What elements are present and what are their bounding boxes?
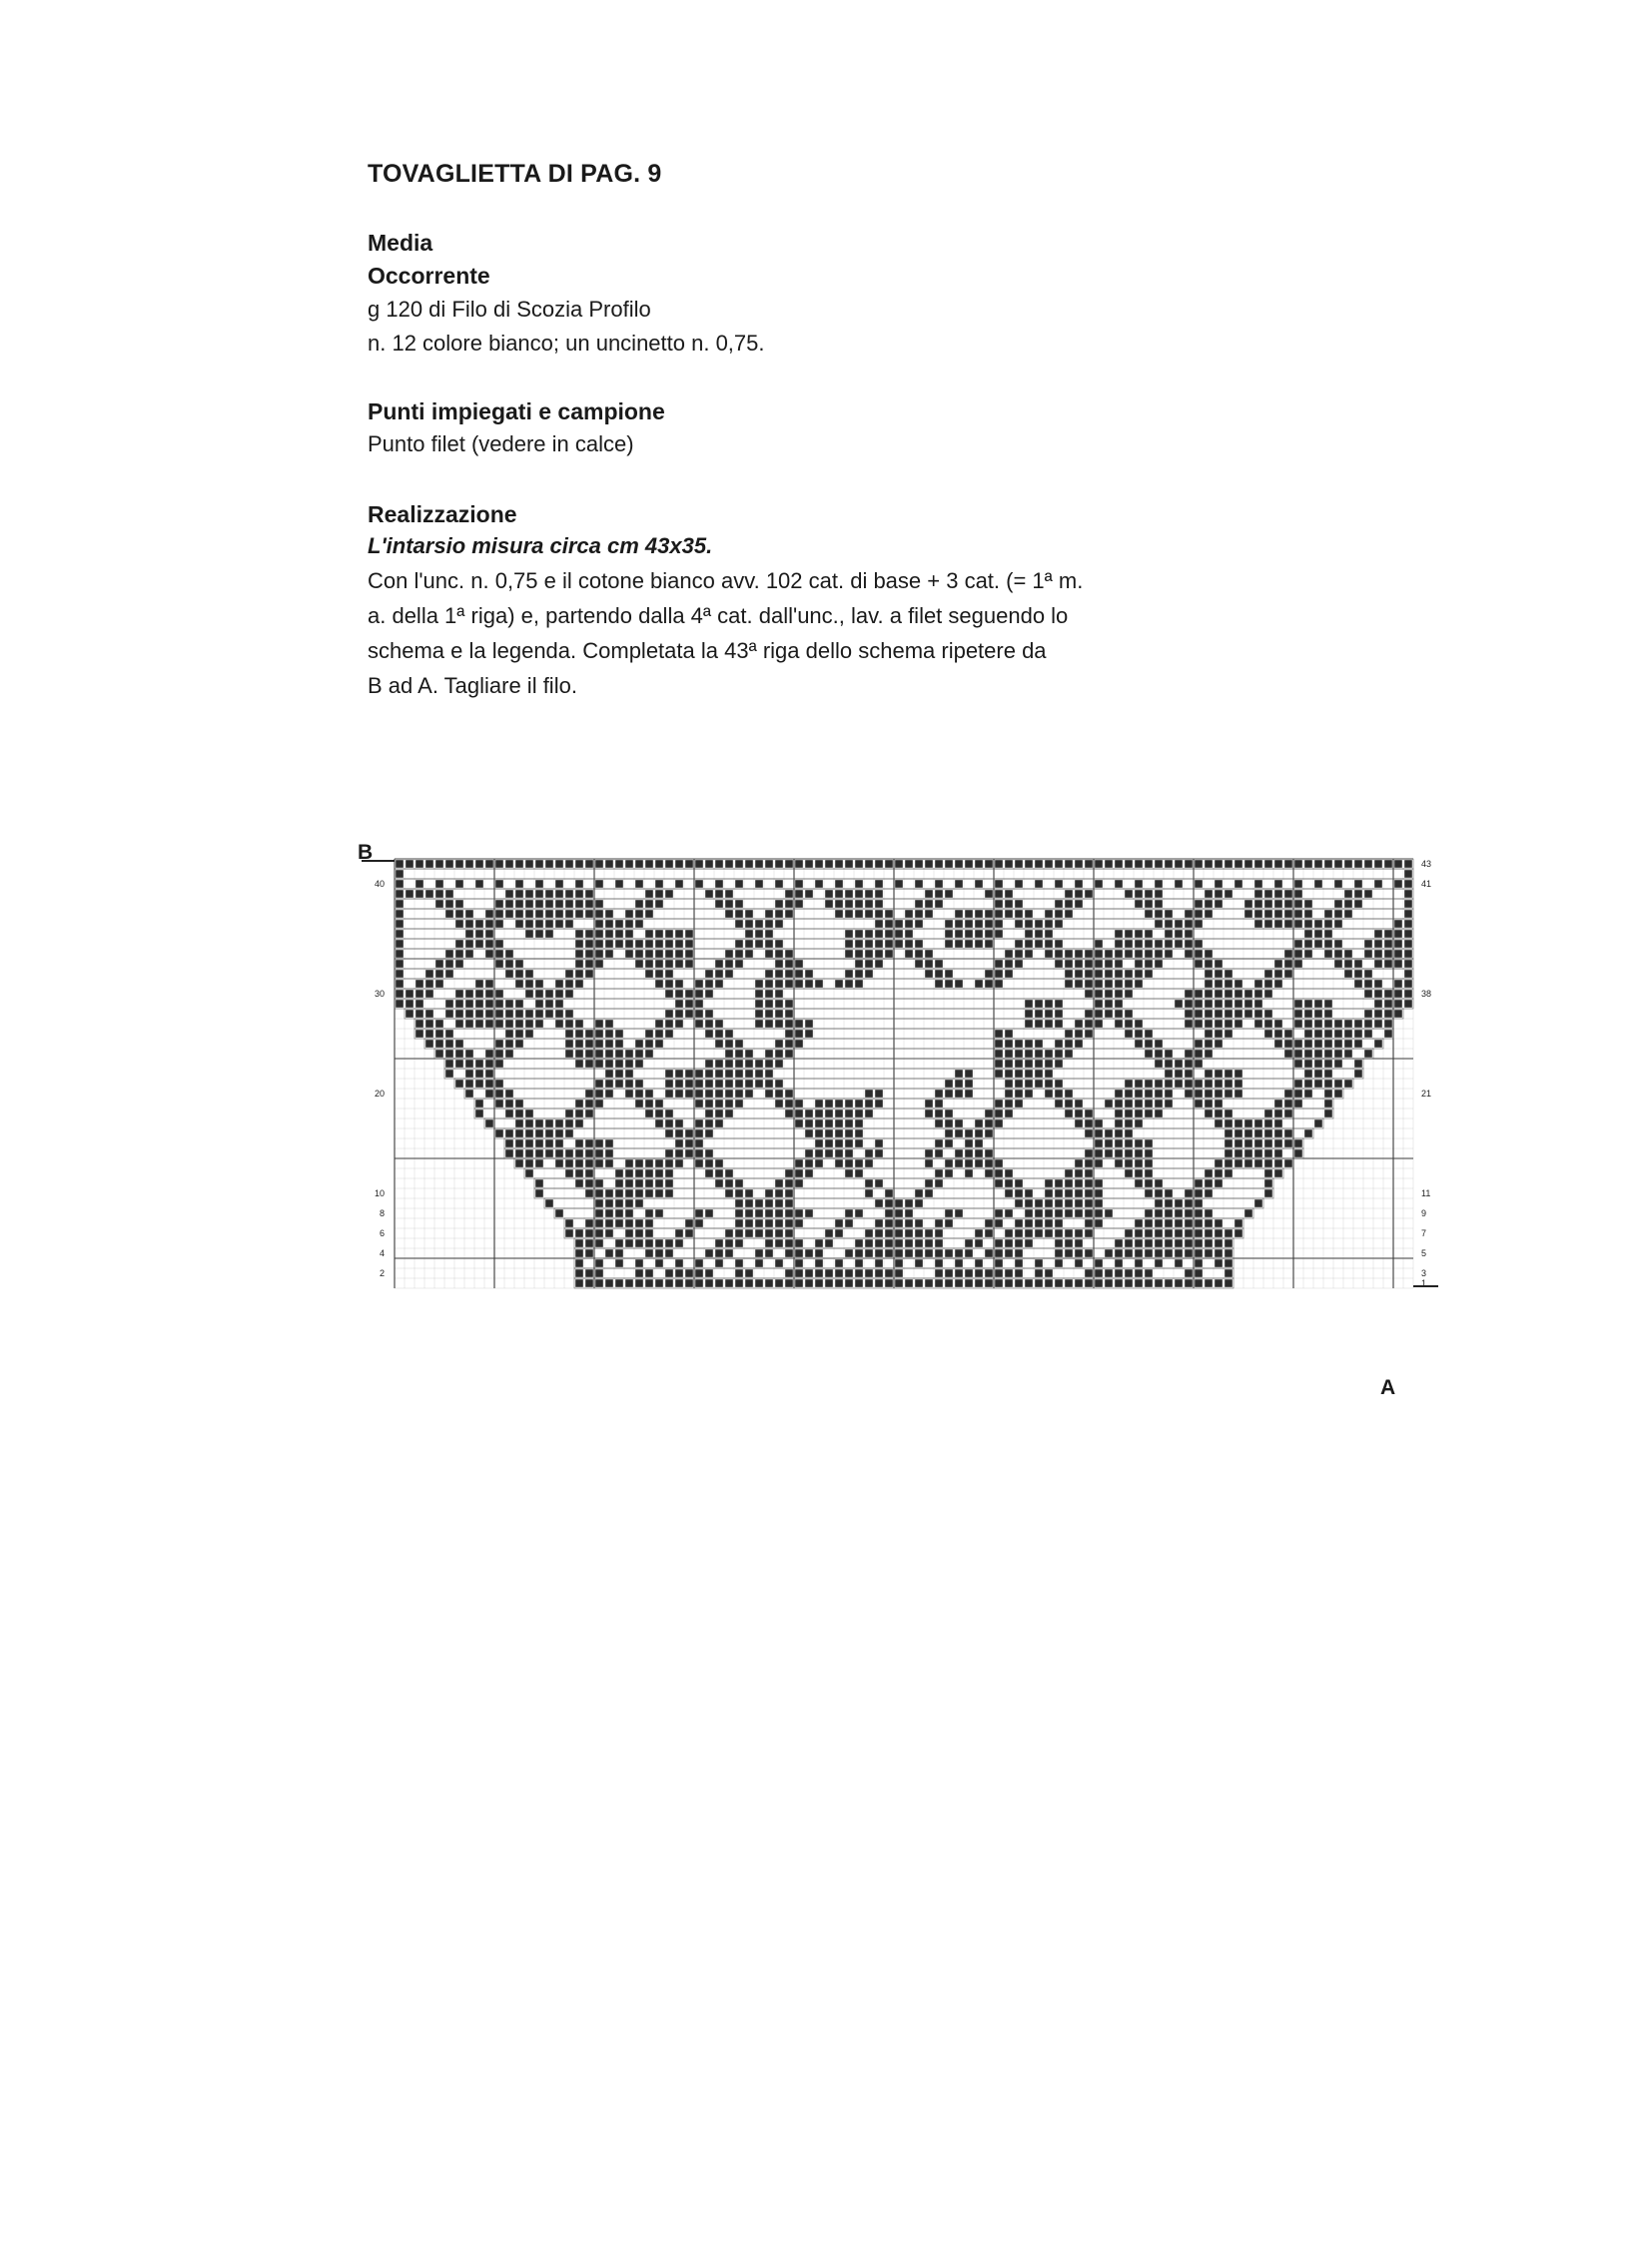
svg-text:1: 1: [1421, 1278, 1427, 1288]
punti-line-1: Punto filet (vedere in calce): [368, 430, 634, 456]
svg-text:21: 21: [1421, 1089, 1432, 1099]
chart-marker-a: A: [1380, 1376, 1396, 1399]
realizzazione-line-4: B ad A. Tagliare il filo.: [368, 672, 577, 698]
section-heading-media: Media: [368, 230, 433, 256]
chart-grid-svg: [340, 839, 1438, 1438]
svg-text:41: 41: [1421, 879, 1432, 889]
realizzazione-italic-line: L'intarsio misura circa cm 43x35.: [368, 533, 713, 559]
svg-text:3: 3: [1421, 1268, 1427, 1278]
section-occorrente: [368, 260, 1416, 360]
svg-text:4: 4: [379, 1248, 385, 1258]
filet-pattern-chart: [340, 839, 1438, 1438]
svg-text:43: 43: [1421, 859, 1432, 869]
svg-text:20: 20: [374, 1089, 385, 1099]
svg-text:7: 7: [1421, 1228, 1427, 1238]
svg-text:11: 11: [1421, 1188, 1431, 1198]
svg-text:9: 9: [1421, 1208, 1427, 1218]
occorrente-line-1: g 120 di Filo di Scozia Profilo: [368, 297, 651, 323]
realizzazione-line-1: Con l'unc. n. 0,75 e il cotone bianco avv. 102 cat. di base + 3 cat. (= 1ª m.: [368, 568, 1084, 594]
svg-text:38: 38: [1421, 989, 1432, 999]
section-heading-realizzazione: Realizzazione: [368, 500, 517, 527]
section-media: [368, 227, 1416, 260]
svg-text:2: 2: [379, 1268, 385, 1278]
svg-text:40: 40: [374, 879, 385, 889]
realizzazione-line-2: a. della 1ª riga) e, partendo dalla 4ª cat. dall'unc., lav. a filet seguendo lo: [368, 603, 1069, 629]
svg-text:30: 30: [374, 989, 385, 999]
occorrente-line-2: n. 12 colore bianco; un uncinetto n. 0,75.: [368, 331, 765, 357]
svg-text:10: 10: [374, 1188, 385, 1198]
svg-text:5: 5: [1421, 1248, 1427, 1258]
svg-text:8: 8: [379, 1208, 385, 1218]
section-realizzazione: [368, 498, 1416, 702]
chart-marker-b: B: [358, 841, 374, 864]
section-punti: [368, 395, 1416, 460]
realizzazione-line-3: schema e la legenda. Completata la 43ª riga dello schema ripetere da: [368, 637, 1047, 663]
page-title: TOVAGLIETTA DI PAG. 9: [368, 160, 662, 188]
instructions-column: [368, 160, 1416, 702]
svg-text:6: 6: [379, 1228, 385, 1238]
section-heading-punti: Punti impiegati e campione: [368, 398, 665, 425]
section-heading-occorrente: Occorrente: [368, 262, 490, 289]
